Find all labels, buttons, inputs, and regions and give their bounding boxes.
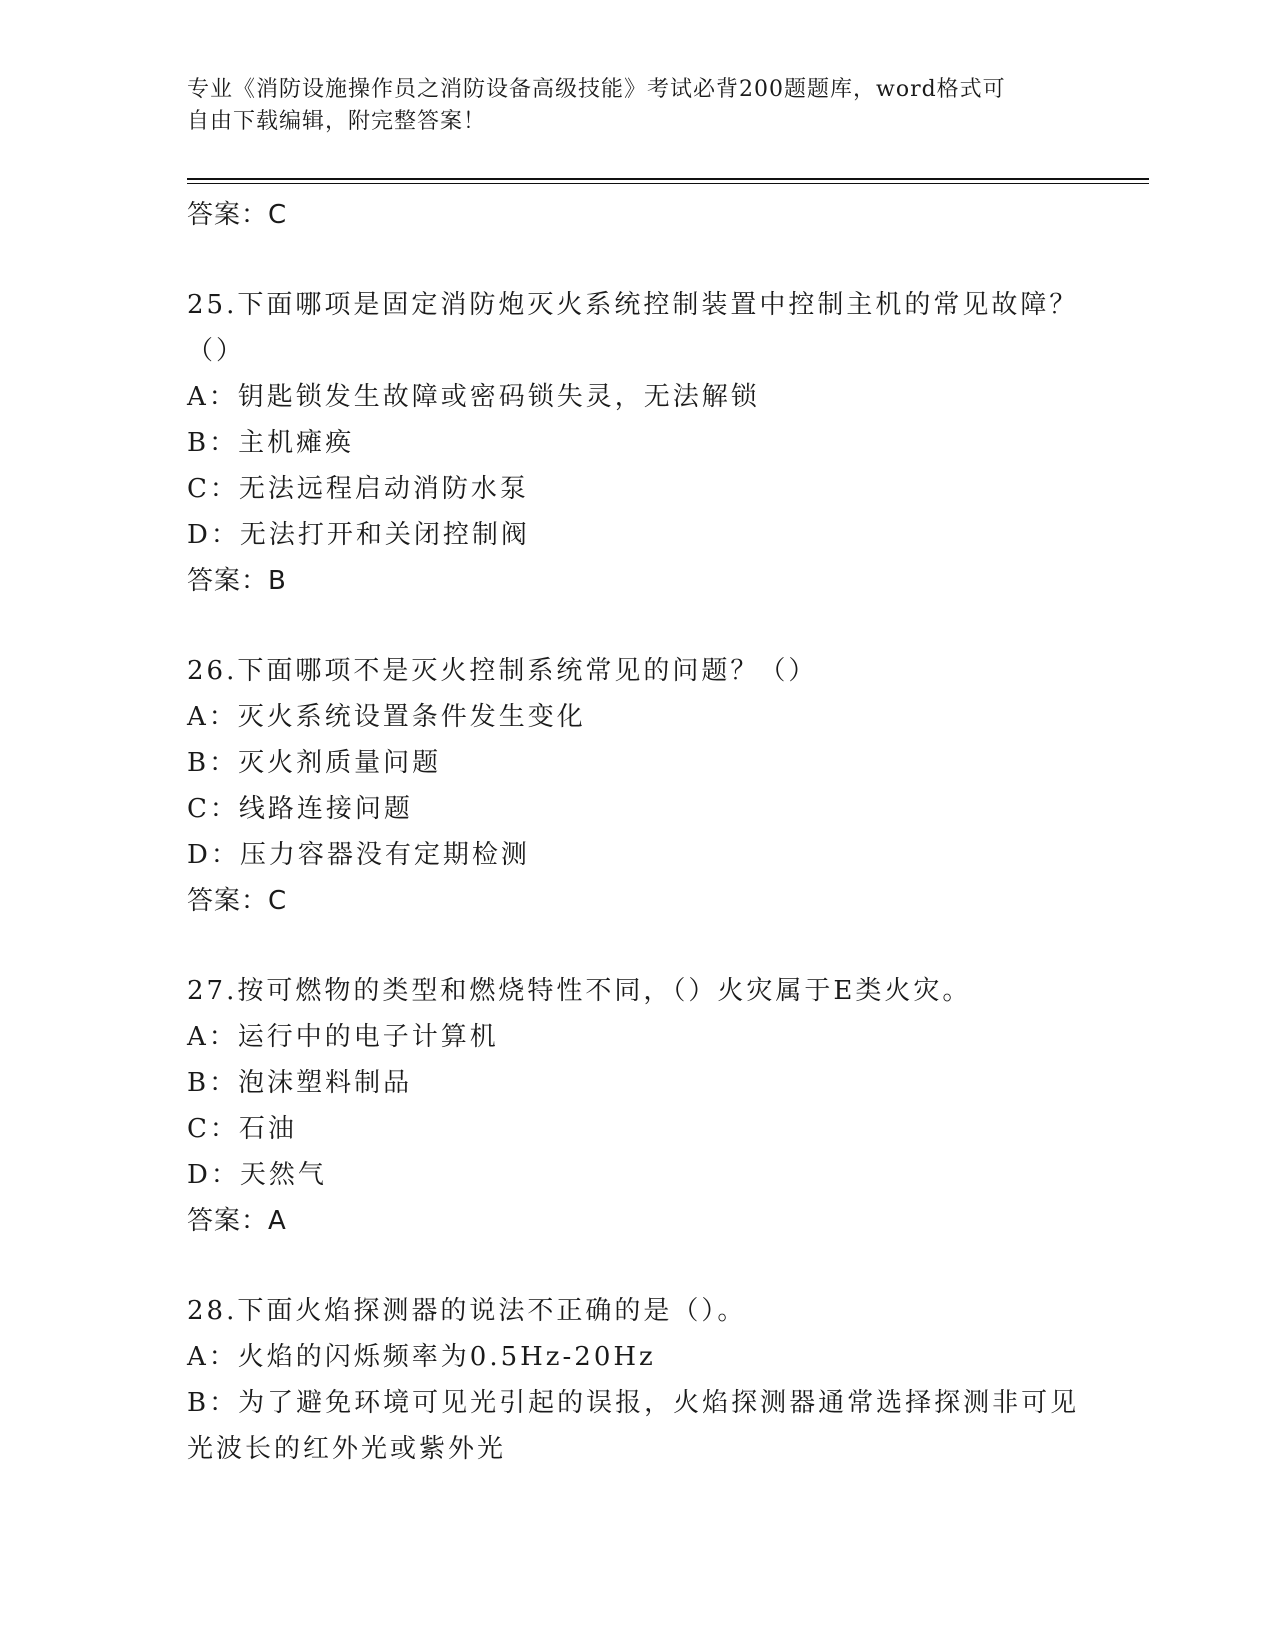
spacer — [187, 1244, 1087, 1288]
option-d: D：天然气 — [187, 1160, 327, 1190]
answer-line: 答案：C — [187, 200, 288, 230]
question-25 — [187, 282, 1087, 604]
option-d: D：压力容器没有定期检测 — [187, 840, 530, 870]
question-list — [187, 192, 1087, 1472]
option-b-continued: 光波长的红外光或紫外光 — [187, 1434, 507, 1464]
spacer — [187, 924, 1087, 968]
option-a: A：运行中的电子计算机 — [187, 1022, 499, 1052]
option-b: B：主机瘫痪 — [187, 428, 355, 458]
option-c: C：无法远程启动消防水泵 — [187, 474, 529, 504]
option-d: D：无法打开和关闭控制阀 — [187, 520, 530, 550]
answer-line: 答案：C — [187, 886, 288, 916]
option-b: B：为了避免环境可见光引起的误报，火焰探测器通常选择探测非可见 — [187, 1388, 1080, 1418]
header-line-2: 自由下载编辑，附完整答案！ — [187, 109, 487, 134]
header-line-1: 专业《消防设施操作员之消防设备高级技能》考试必背200题题库，word格式可 — [187, 77, 1006, 102]
question-27 — [187, 968, 1087, 1244]
option-b: B：灭火剂质量问题 — [187, 748, 442, 778]
question-28 — [187, 1288, 1087, 1472]
question-stem: 25.下面哪项是固定消防炮灭火系统控制装置中控制主机的常见故障？ — [187, 290, 1079, 320]
question-26 — [187, 648, 1087, 924]
header-divider — [187, 178, 1149, 184]
option-a: A：灭火系统设置条件发生变化 — [187, 702, 586, 732]
spacer — [187, 238, 1087, 282]
option-c: C：线路连接问题 — [187, 794, 413, 824]
question-stem: 28.下面火焰探测器的说法不正确的是（）。 — [187, 1296, 747, 1326]
question-stem: 27.按可燃物的类型和燃烧特性不同，（）火灾属于E类火灾。 — [187, 976, 972, 1006]
option-a: A：火焰的闪烁频率为0.5Hz-20Hz — [187, 1342, 656, 1372]
spacer — [187, 604, 1087, 648]
answer-line: 答案：A — [187, 1206, 287, 1236]
document-header — [187, 74, 1067, 138]
question-stem: 26.下面哪项不是灭火控制系统常见的问题？（） — [187, 656, 818, 686]
question-stem-continued: （） — [187, 336, 246, 366]
option-b: B：泡沫塑料制品 — [187, 1068, 413, 1098]
option-a: A：钥匙锁发生故障或密码锁失灵，无法解锁 — [187, 382, 760, 412]
option-c: C：石油 — [187, 1114, 297, 1144]
answer-line: 答案：B — [187, 566, 287, 596]
